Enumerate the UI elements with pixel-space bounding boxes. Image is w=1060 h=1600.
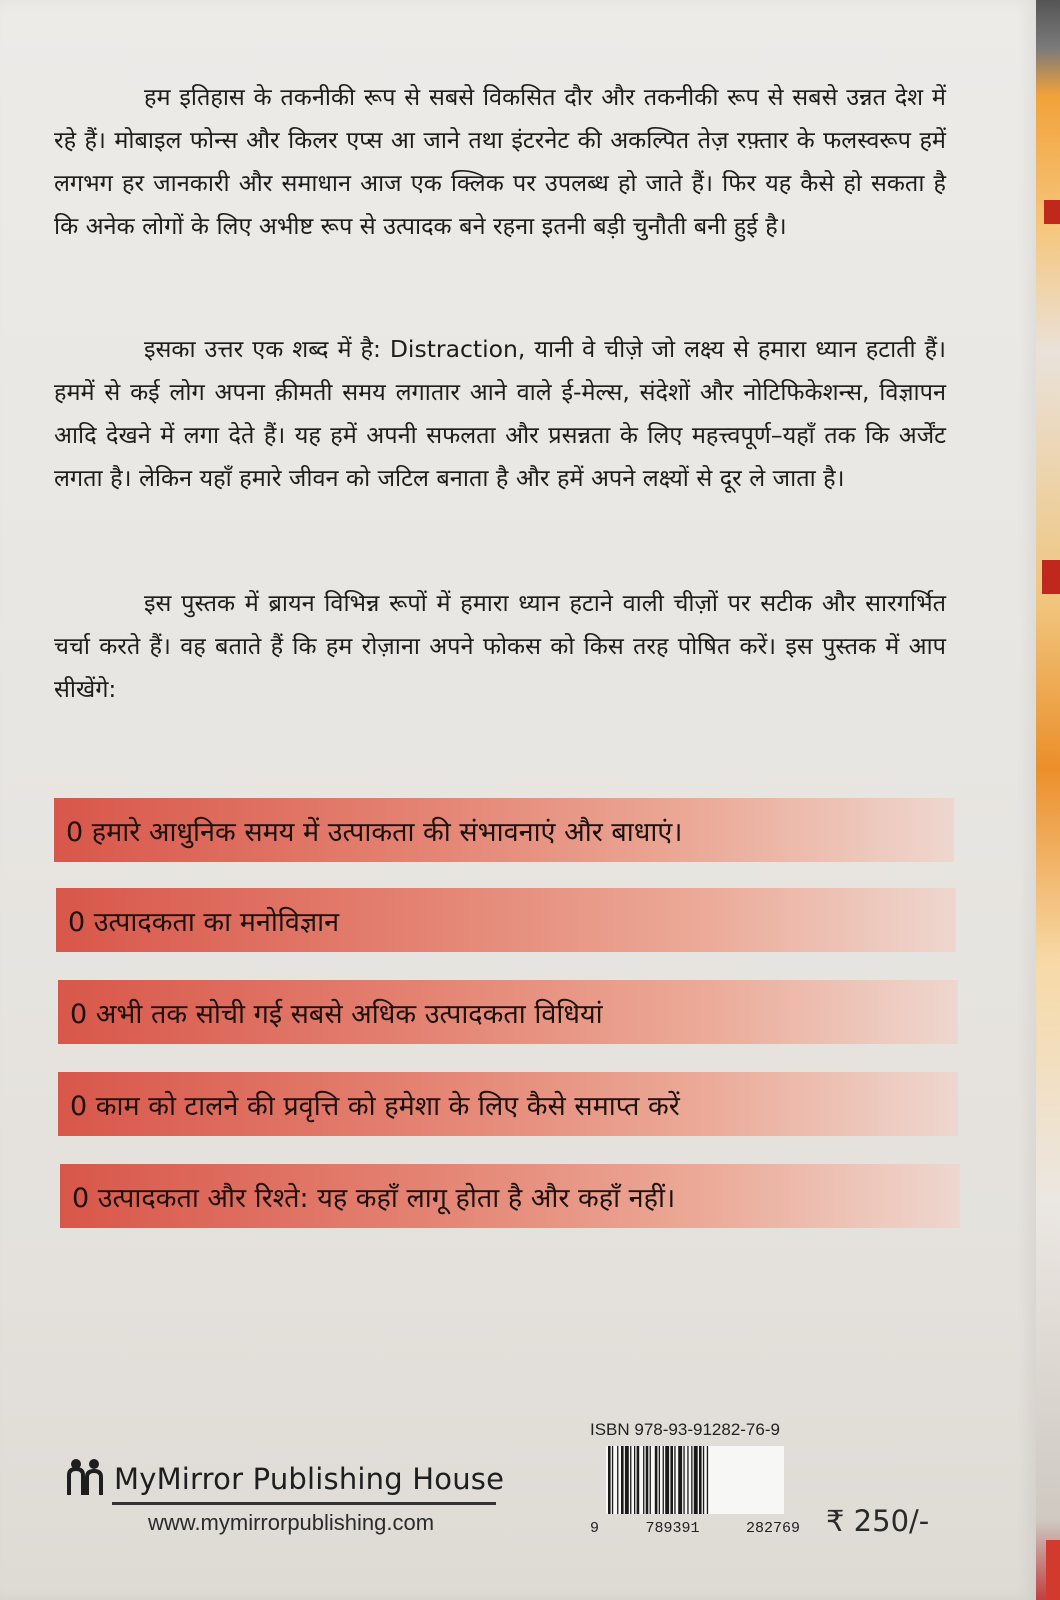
- barcode-bar: [659, 1446, 660, 1514]
- key-point-1: 0 हमारे आधुनिक समय में उत्पाकता की संभावनाएं और बाधाएं।: [54, 798, 954, 862]
- barcode-digits: [590, 1520, 800, 1537]
- barcode-bar: [637, 1446, 640, 1514]
- key-point-2: 0 उत्पादकता का मनोविज्ञान: [56, 888, 956, 952]
- barcode-bar: [670, 1446, 673, 1514]
- barcode-bar: [691, 1446, 692, 1514]
- barcode-bar: [663, 1446, 664, 1514]
- edge-mark: [1042, 560, 1060, 594]
- publisher-underline: [112, 1502, 496, 1505]
- key-point-4: 0 काम को टालने की प्रवृत्ति को हमेशा के लिए कैसे समाप्त करें: [58, 1072, 958, 1136]
- description-paragraph-2: इसका उत्तर एक शब्द में है: Distraction, यानी वे चीज़े जो लक्ष्य से हमारा ध्यान हटाती हैं। हममें से कई लोग अपना क़ीमती समय लगातार आने वाले ई-मेल्स, संदेशों और नोटिफिकेशन्स, विज्ञापन आदि देखने में लगा देते हैं। यह हमें अपनी सफलता और प्रसन्नता के लिए महत्त्वपूर्ण–यहाँ तक कि अर्जेंट लगता है। लेकिन यहाँ हमारे जीवन को जटिल बनाता है और हमें अपने लक्ष्यों से दूर ले जाता है।: [54, 335, 946, 492]
- description-paragraph-1: हम इतिहास के तकनीकी रूप से सबसे विकसित दौर और तकनीकी रूप से सबसे उन्नत देश में रहे हैं। मोबाइल फोन्स और किलर एप्स आ जाने तथा इंटरनेट की अकल्पित तेज़ रफ़्तार के फलस्वरूप हमें लगभग हर जानकारी और समाधान आज एक क्लिक पर उपलब्ध हो जाते हैं। फिर यह कैसे हो सकता है कि अनेक लोगों के लिए अभीष्ट रूप से उत्पादक बने रहना इतनी बड़ी चुनौती बनी हुई है।: [54, 83, 946, 240]
- barcode-bar: [687, 1446, 688, 1514]
- barcode-bar: [650, 1446, 651, 1514]
- barcode-bar: [674, 1446, 675, 1514]
- barcode-bar: [665, 1446, 669, 1514]
- barcode: [606, 1446, 784, 1514]
- publisher-name: MyMirror Publishing House: [114, 1462, 505, 1496]
- barcode-bar: [646, 1446, 649, 1514]
- barcode-bar: [643, 1446, 644, 1514]
- barcode-bar: [634, 1446, 635, 1514]
- barcode-bar: [621, 1446, 624, 1514]
- adjacent-book-edge: [1036, 0, 1060, 1600]
- barcode-bar: [683, 1446, 684, 1514]
- barcode-bar: [694, 1446, 698, 1514]
- key-point-5: 0 उत्पादकता और रिश्ते: यह कहाँ लागू होता है और कहाँ नहीं।: [60, 1164, 960, 1228]
- barcode-bar: [612, 1446, 613, 1514]
- barcode-bar: [703, 1446, 704, 1514]
- description-paragraph-3: इस पुस्तक में ब्रायन विभिन्न रूपों में हमारा ध्यान हटाने वाली चीज़ों पर सटीक और सारगर्भित चर्चा करते हैं। वह बताते हैं कि हम रोज़ाना अपने फोकस को किस तरह पोषित करें। इस पुस्तक में आप सीखेंगे:: [54, 589, 946, 703]
- barcode-bar: [608, 1446, 611, 1514]
- barcode-bar: [630, 1446, 631, 1514]
- barcode-group-2: 282769: [745, 1520, 800, 1537]
- price-label: ₹ 250/-: [826, 1504, 930, 1538]
- edge-mark: [1046, 1540, 1060, 1600]
- barcode-bar: [678, 1446, 682, 1514]
- barcode-bar: [699, 1446, 702, 1514]
- barcode-group-1: 789391: [645, 1520, 700, 1537]
- barcode-bars-icon: [606, 1446, 784, 1514]
- edge-mark: [1044, 200, 1060, 224]
- barcode-bar: [655, 1446, 658, 1514]
- barcode-bar: [617, 1446, 618, 1514]
- isbn-label: ISBN 978-93-91282-76-9: [590, 1420, 780, 1439]
- barcode-lead-digit: 9: [590, 1520, 600, 1537]
- publisher-url: www.mymirrorpublishing.com: [148, 1510, 435, 1535]
- mymirror-logo-icon: [64, 1455, 106, 1497]
- key-point-3: 0 अभी तक सोची गई सबसे अधिक उत्पादकता विधियां: [58, 980, 958, 1044]
- barcode-bar: [707, 1446, 708, 1514]
- barcode-bar: [625, 1446, 629, 1514]
